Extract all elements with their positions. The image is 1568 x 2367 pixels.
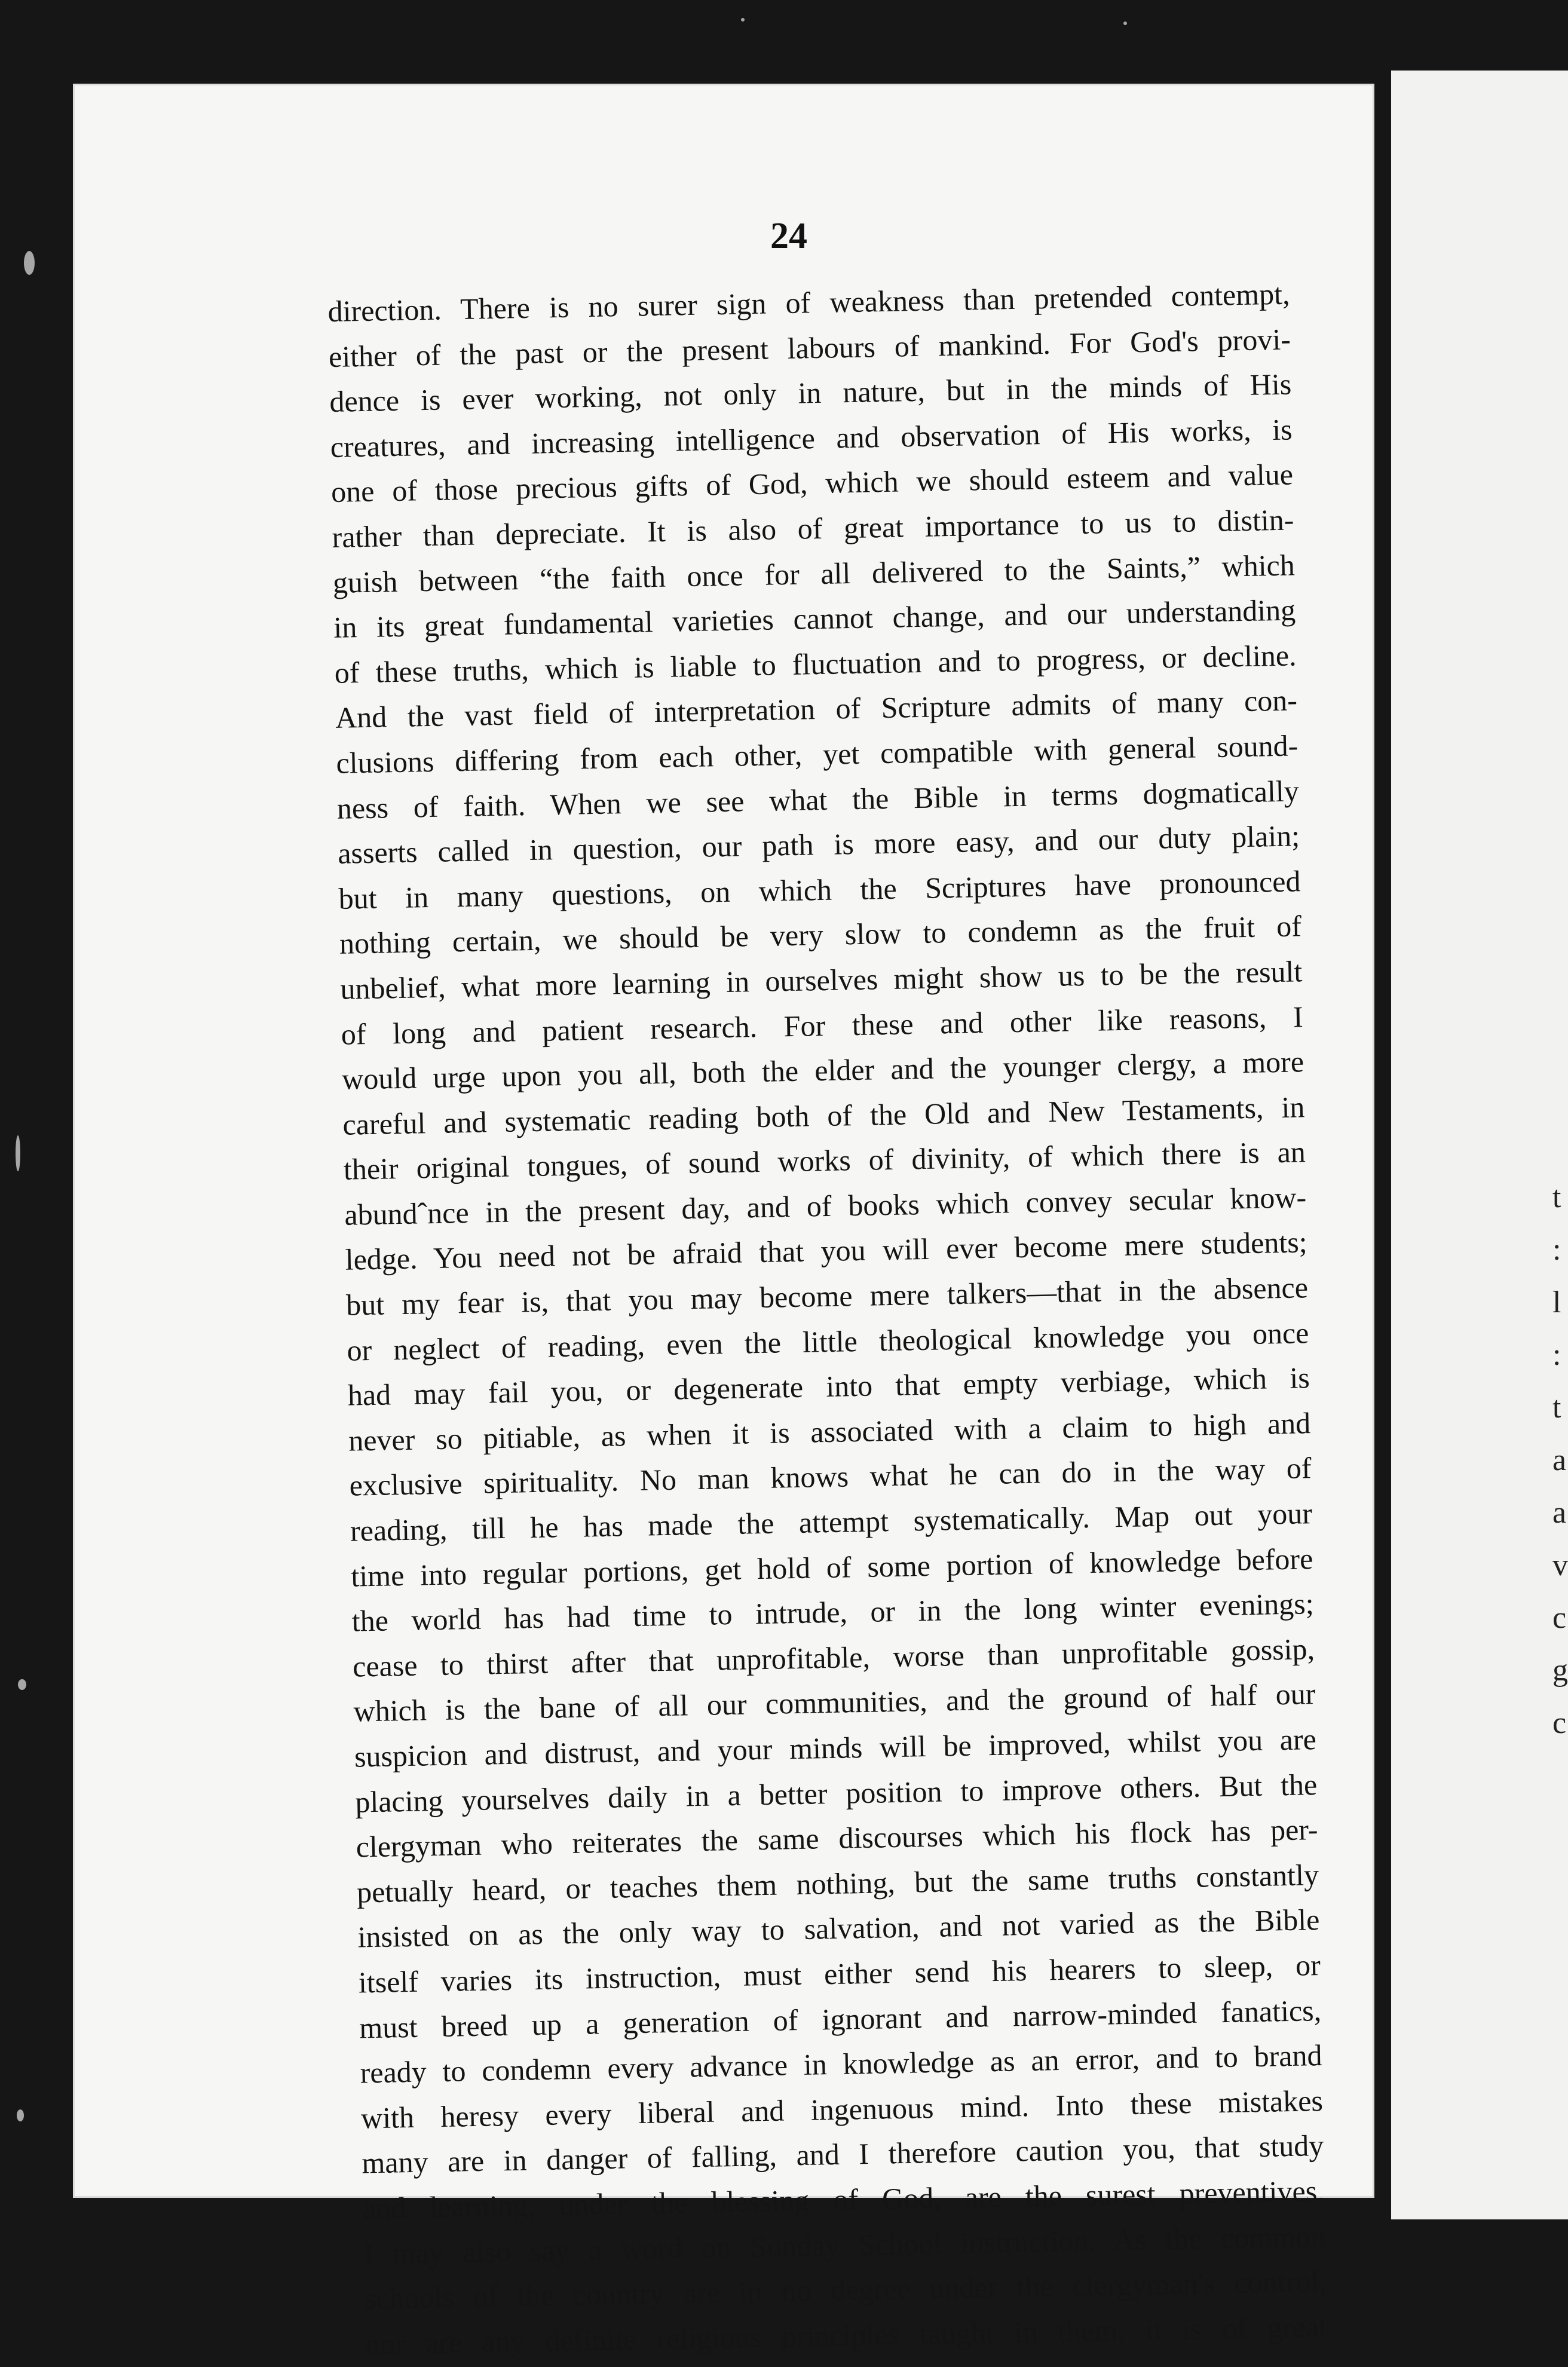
text-line: asserts called in question, our path is more easy, and our duty plain;	[337, 819, 1300, 870]
text-line: careful and systematic reading both of the Old and New Testaments, in	[342, 1089, 1305, 1141]
text-line: direction. There is no surer sign of weakness than pretended contempt,	[327, 277, 1290, 328]
text-line: clusions differing from each other, yet compatible with general sound-	[336, 728, 1298, 780]
text-line: one of those precious gifts of God, which we should esteem and value	[330, 457, 1294, 509]
text-line: schools of the country are in no degree under the clergyman's control,	[364, 2264, 1327, 2316]
text-line: dence is ever working, not only in nature, but in the minds of His	[329, 367, 1292, 419]
text-line: their original tongues, of sound works of divinity, of which there is an	[343, 1135, 1306, 1187]
scan-speck	[741, 18, 745, 22]
page-number: 24	[770, 216, 807, 256]
text-line: ledge. You need not be afraid that you will ever become mere students;	[345, 1225, 1308, 1277]
text-line: time into regular portions, get hold of some portion of knowledge before	[350, 1541, 1313, 1593]
scan-speck	[17, 2109, 24, 2121]
text-line: petually heard, or teaches them nothing, but the same truths constantly	[356, 1857, 1319, 1909]
text-line: nothing certain, we should be very slow to condemn as the fruit of	[339, 909, 1302, 961]
text-line: I may also say a word on Sunday School instruction. As the common	[363, 2219, 1326, 2270]
text-line: of long and patient research. For these and other like reasons, I	[341, 999, 1304, 1051]
text-line: nor are any definite religious principles taught in them, it is of great	[365, 2309, 1328, 2361]
text-line: itself varies its instruction, must either send his hearers to sleep, or	[358, 1948, 1321, 1999]
text-line: but in many questions, on which the Scriptures have pronounced	[338, 864, 1301, 915]
scan-speck	[24, 251, 35, 275]
text-line: must breed up a generation of ignorant and narrow-minded fanatics,	[359, 1993, 1322, 2045]
text-line: abundˆnce in the present day, and of books which convey secular know-	[344, 1180, 1307, 1232]
text-line: or neglect of reading, even the little theological knowledge you once	[347, 1315, 1309, 1367]
scan-speck	[16, 1135, 20, 1171]
text-line: had may fail you, or degenerate into that empty verbiage, which is	[347, 1361, 1310, 1412]
text-line: ness of faith. When we see what the Bible in terms dogmatically	[336, 773, 1300, 825]
text-line: and learning, under the blessing of God, are the surest preventives.	[362, 2173, 1325, 2225]
text-line: cease to thirst after that unprofitable, worse than unprofitable gossip,	[352, 1631, 1315, 1683]
text-line: placing yourselves daily in a better position to improve others. But the	[354, 1767, 1318, 1819]
text-line: of these truths, which is liable to fluctuation and to progress, or decline.	[334, 638, 1297, 690]
text-line: unbelief, what more learning in ourselves might show us to be the result	[339, 954, 1303, 1006]
scan-speck	[1123, 22, 1127, 25]
text-line: but my fear is, that you may become mere talkers—that in the absence	[345, 1270, 1309, 1322]
body-text	[327, 271, 1327, 2366]
text-line: which is the bane of all our communities, and the ground of half our	[353, 1677, 1316, 1729]
text-line: exclusive spirituality. No man knows what he can do in the way of	[349, 1451, 1312, 1503]
text-line: reading, till he has made the attempt systematically. Map out your	[350, 1496, 1313, 1548]
text-line: many are in danger of falling, and I therefore caution you, that study	[361, 2129, 1324, 2180]
text-line: rather than depreciate. It is also of great importance to us to distin-	[332, 503, 1294, 554]
text-line: never so pitiable, as when it is associated with a claim to high and	[348, 1406, 1311, 1457]
text-line: either of the past or the present labours of mankind. For God's provi-	[328, 322, 1291, 373]
text-line: insisted on as the only way to salvation, and not varied as the Bible	[357, 1903, 1320, 1954]
text-line: guish between “the faith once for all delivered to the Saints,” which	[332, 547, 1296, 599]
text-line: creatures, and increasing intelligence and observation of His works, is	[330, 412, 1293, 464]
text-line: in its great fundamental varieties cannot change, and our understanding	[333, 593, 1296, 645]
scan-speck	[18, 1679, 26, 1690]
text-line: with heresy every liberal and ingenuous mind. Into these mistakes	[360, 2083, 1324, 2135]
adjacent-page-glyphs: t : l : t a a v c g c	[1552, 1180, 1568, 1740]
text-line: And the vast field of interpretation of Scripture admits of many con-	[335, 683, 1298, 735]
text-line: the world has had time to intrude, or in the long winter evenings;	[351, 1587, 1315, 1638]
text-line: ready to condemn every advance in knowledge as an error, and to brand	[360, 2038, 1322, 2090]
text-line: would urge upon you all, both the elder and the younger clergy, a more	[341, 1045, 1304, 1096]
text-line: clergyman who reiterates the same discourses which his flock has per-	[356, 1812, 1319, 1864]
adjacent-page-edge	[1391, 71, 1568, 2219]
text-line: suspicion and distrust, and your minds will be improved, whilst you are	[354, 1722, 1317, 1774]
